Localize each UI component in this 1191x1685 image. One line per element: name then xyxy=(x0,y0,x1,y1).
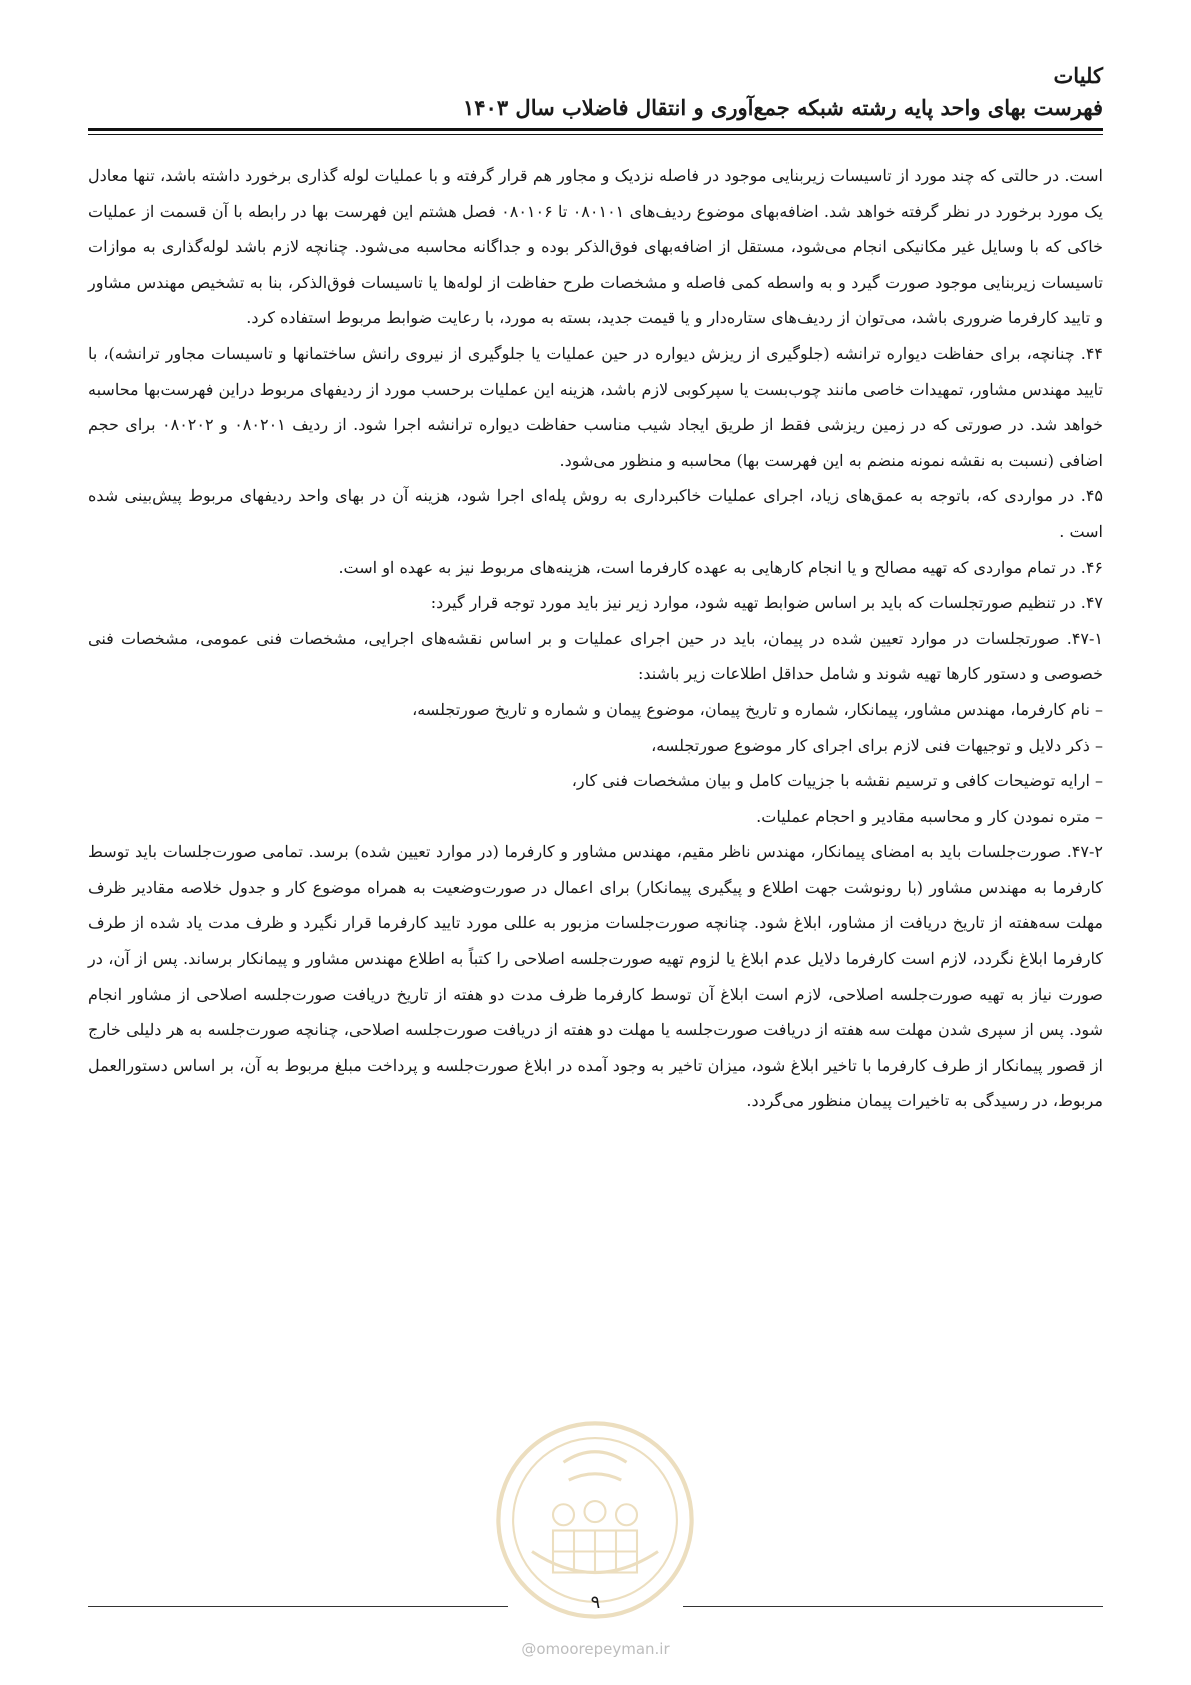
document-body xyxy=(88,158,1103,1119)
paragraph-44: ۴۴. چنانچه، برای حفاظت دیواره ترانشه (جلوگیری از ریزش دیواره در حین عملیات یا جلوگیری از نیروی رانش ساختمانها و تاسیسات مجاور ترانشه)، با تایید مهندس مشاور، تمهیدات خاصی مانند چوب‌بست یا سپرکوبی لازم باشد، هزینه این عملیات برحسب مورد از ردیفهای مربوط دراین فهرست‌بها محاسبه خواهد شد. در صورتی که در زمین ریزشی فقط از طریق ایجاد شیب مناسب حفاظت دیواره ترانشه اجرا شود. از ردیف ۰۸۰۲۰۱ و ۰۸۰۲۰۲ برای حجم اضافی (نسبت به نقشه نمونه منضم به این فهرست بها) محاسبه و منظور می‌شود. xyxy=(88,343,1104,470)
list-item: – ارایه توضیحات کافی و ترسیم نقشه با جزییات کامل و بیان مشخصات فنی کار، xyxy=(571,771,1103,791)
document-subtitle: فهرست بهای واحد پایه رشته شبکه جمع‌آوری و انتقال فاضلاب سال ۱۴۰۳ xyxy=(463,95,1103,120)
section-title: کلیات xyxy=(1053,63,1103,88)
website-watermark: @omoorepeyman.ir xyxy=(521,1640,670,1658)
paragraph-continuation: است. در حالتی که چند مورد از تاسیسات زیربنایی موجود در فاصله نزدیک و مجاور هم قرار گرفته و با عملیات لوله گذاری برخورد داشته باشد، تنها معادل یک مورد برخورد در نظر گرفته خواهد شد. اضافه‌بهای موضوع ردیف‌های ۰۸۰۱۰۱ تا ۰۸۰۱۰۶ فصل هشتم این فهرست بها در رابطه با آن قسمت از عملیات خاکی که با وسایل غیر مکانیکی انجام می‌شود، مستقل از اضافه‌بهای فوق‌الذکر بوده و جداگانه محاسبه می‌شود. چنانچه لازم باشد لوله‌گذاری به موازات تاسیسات زیربنایی موجود صورت گیرد و به واسطه کمی فاصله و مشخصات طرح حفاظت از لوله‌ها یا تاسیسات فوق‌الذکر، بنا به تشخیص مهندس مشاور و تایید کارفرما ضروری باشد، می‌توان از ردیف‌های ستاره‌دار و یا قیمت جدید، بسته به مورد، با رعایت ضوابط مربوط استفاده کرد. xyxy=(88,166,1104,328)
paragraph-47: ۴۷. در تنظیم صورتجلسات که باید بر اساس ضوابط تهیه شود، موارد زیر نیز باید مورد توجه قرار گیرد: xyxy=(430,593,1103,613)
paragraph-47-2: ۴۷-۲. صورت‌جلسات باید به امضای پیمانکار، مهندس ناظر مقیم، مهندس مشاور و کارفرما (در موارد تعیین شده) برسد. تمامی صورت‌جلسات باید توسط کارفرما به مهندس مشاور (با رونوشت جهت اطلاع و پیگیری پیمانکار) برای اعمال در صورت‌وضعیت به همراه موضوع کار و جدول خلاصه مقادیر ظرف مهلت سه‌هفته از تاریخ دریافت از مشاور، ابلاغ شود. چنانچه صورت‌جلسات مزبور به عللی مورد تایید کارفرما قرار نگیرد و ظرف مدت یاد شده از طرف کارفرما ابلاغ نگردد، لازم است کارفرما دلایل عدم ابلاغ یا لزوم تهیه صورت‌جلسه اصلاحی را کتباً به اطلاع مهندس مشاور و پیمانکار برساند. پس از آن، در صورت نیاز به تهیه صورت‌جلسه اصلاحی، لازم است ابلاغ آن توسط کارفرما ظرف مدت دو هفته از تاریخ دریافت صورت‌جلسه اصلاحی از مشاور انجام شود. پس از سپری شدن مهلت سه هفته از دریافت صورت‌جلسه یا مهلت دو هفته از دریافت صورت‌جلسه اصلاحی، چنانچه صورت‌جلسه به هر دلیلی خارج از قصور پیمانکار از طرف کارفرما با تاخیر ابلاغ شود، میزان تاخیر به وجود آمده در ابلاغ صورت‌جلسه و پرداخت مبلغ مربوط به آن، بر اساس دستورالعمل مربوط، در رسیدگی به تاخیرات پیمان منظور می‌گردد. xyxy=(88,842,1104,1111)
paragraph-47-1: ۴۷-۱. صورتجلسات در موارد تعیین شده در پیمان، باید در حین اجرای عملیات و بر اساس نقشه‌های اجرایی، مشخصات فنی عمومی، مشخصات فنی خصوصی و دستور کارها تهیه شوند و شامل حداقل اطلاعات زیر باشند: xyxy=(88,628,1104,684)
list-item: – ذکر دلایل و توجیهات فنی لازم برای اجرای کار موضوع صورتجلسه، xyxy=(651,735,1103,755)
list-item: – نام کارفرما، مهندس مشاور، پیمانکار، شماره و تاریخ پیمان، موضوع پیمان و شماره و تاریخ صورتجلسه، xyxy=(412,699,1103,719)
page-number: ۹ xyxy=(590,1592,601,1613)
paragraph-45: ۴۵. در مواردی که، باتوجه به عمق‌های زیاد، اجرای عملیات خاکبرداری به روش پله‌ای اجرا شود، هزینه آن در بهای واحد ردیفهای مربوط پیش‌بینی شده است . xyxy=(88,486,1103,541)
header-divider-thin xyxy=(88,134,1103,135)
page-header xyxy=(88,60,1103,124)
header-divider-thick xyxy=(88,128,1103,131)
paragraph-46: ۴۶. در تمام مواردی که تهیه مصالح و یا انجام کارهایی به عهده کارفرما است، هزینه‌های مربوط نیز به عهده او است. xyxy=(338,557,1103,577)
list-item: – متره نمودن کار و محاسبه مقادیر و احجام عملیات. xyxy=(756,806,1103,826)
